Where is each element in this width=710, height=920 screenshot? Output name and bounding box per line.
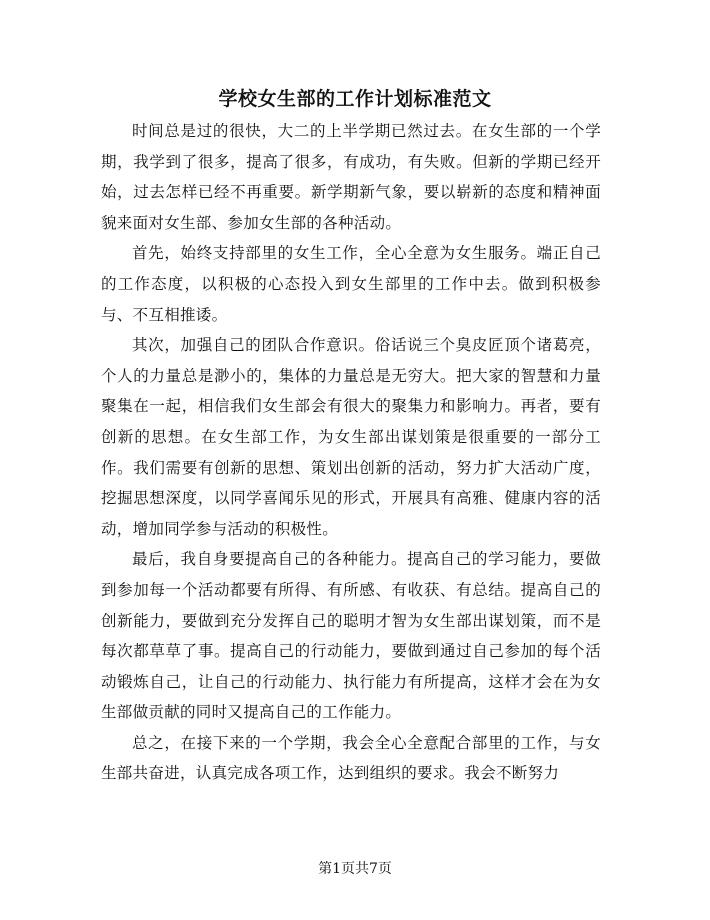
paragraph-first: 首先，始终支持部里的女生工作，全心全意为女生服务。端正自己的工作态度，以积极的心态投入到女生部里的工作中去。做到积极参与、不互相推诿。 [101, 244, 601, 324]
paragraph-last: 最后，我自身要提高自己的各种能力。提高自己的学习能力，要做到参加每一个活动都要有所得、有所感、有收获、有总结。提高自己的创新能力，要做到充分发挥自己的聪明才智为女生部出谋划策，而不是每次都草草了事。提高自己的行动能力，要做到通过自己参加的每个活动锻炼自己，让自己的行动能力、执行能力有所提高，这样才会在为女生部做贡献的同时又提高自己的工作能力。 [101, 550, 601, 722]
paragraph-second: 其次，加强自己的团队合作意识。俗话说三个臭皮匠顶个诸葛亮，个人的力量总是渺小的，集体的力量总是无穷大。把大家的智慧和力量聚集在一起，相信我们女生部会有很大的聚集力和影响力。再者，要有创新的思想。在女生部工作，为女生部出谋划策是很重要的一部分工作。我们需要有创新的思想、策划出创新的活动，努力扩大活动广度，挖掘思想深度，以同学喜闻乐见的形式，开展具有高雅、健康内容的活动，增加同学参与活动的积极性。 [101, 336, 601, 538]
document-body [101, 116, 601, 789]
paragraph-intro: 时间总是过的很快，大二的上半学期已然过去。在女生部的一个学期，我学到了很多，提高了很多，有成功，有失败。但新的学期已经开始，过去怎样已经不再重要。新学期新气象，要以崭新的态度和精神面貌来面对女生部、参加女生部的各种活动。 [101, 122, 601, 232]
paragraph-summary: 总之，在接下来的一个学期，我会全心全意配合部里的工作，与女生部共奋进，认真完成各项工作，达到组织的要求。我会不断努力 [101, 733, 601, 783]
document-title: 学校女生部的工作计划标准范文 [218, 88, 492, 110]
page-number: 第1页共7页 [318, 861, 392, 877]
